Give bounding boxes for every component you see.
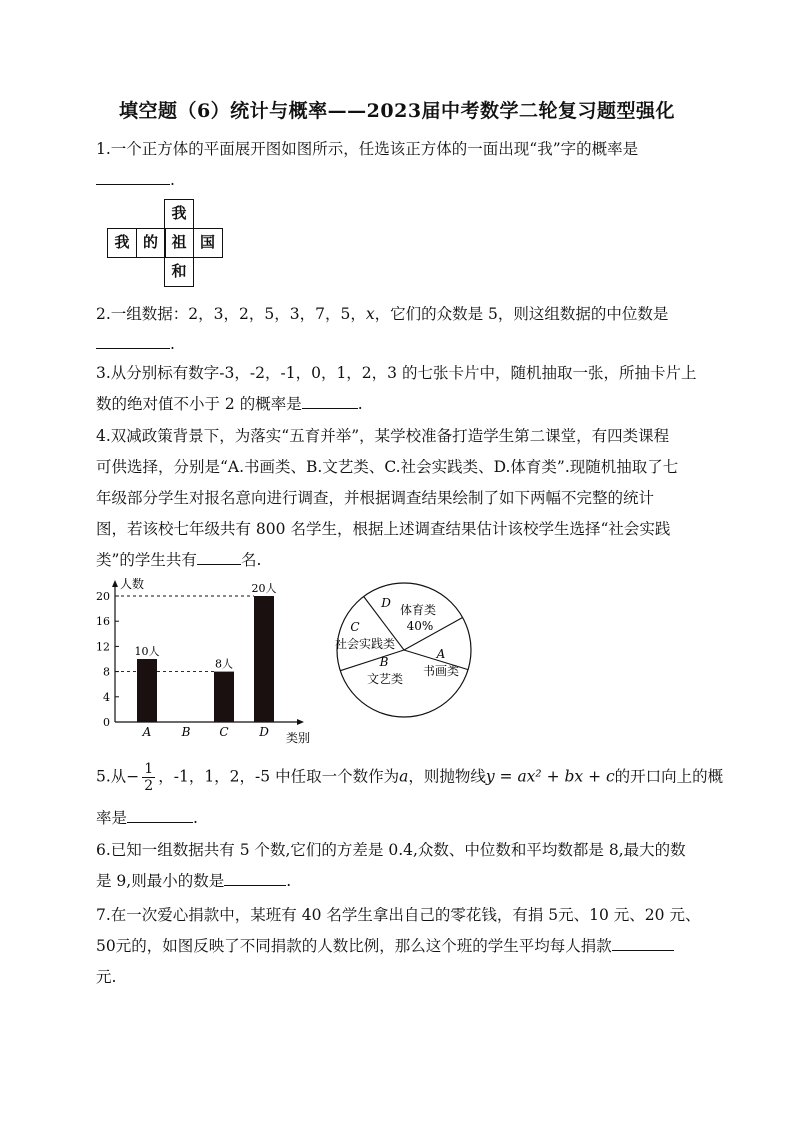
net-cell: 祖	[164, 228, 194, 258]
x-tick-label: D	[259, 725, 269, 739]
period: .	[193, 809, 198, 827]
question-5-line-2-text: 率是	[96, 809, 128, 827]
x-tick-label: A	[142, 725, 152, 739]
question-6-line-2	[96, 869, 291, 891]
bar	[137, 659, 157, 722]
net-cell: 我	[164, 199, 194, 229]
variable-x: x	[365, 305, 375, 323]
question-7-line-3: 元.	[96, 968, 117, 986]
y-tick-label: 20	[96, 590, 110, 603]
answer-blank	[96, 334, 170, 349]
x-tick-label: B	[181, 725, 191, 739]
question-5-text-a: ，-1，1，2，-5 中任取一个数作为	[158, 767, 400, 786]
pie-slice-letter: A	[436, 647, 446, 661]
y-axis-arrow	[112, 580, 118, 587]
question-5-line-1	[96, 761, 723, 794]
y-axis-label: 人数	[120, 577, 145, 591]
net-cell: 我	[107, 228, 137, 258]
x-axis-arrow	[297, 719, 304, 725]
answer-blank	[224, 871, 286, 886]
question-4-line-3: 年级部分学生对报名意向进行调查，并根据调查结果绘制了如下两幅不完整的统计	[96, 489, 655, 507]
pie-slice-letter: B	[379, 655, 389, 669]
y-tick-label: 4	[103, 690, 110, 704]
question-4-line-2: 可供选择，分别是“A.书画类、B.文艺类、C.社会实践类、D.体育类”.现随机抽取了七	[96, 458, 679, 476]
answer-blank	[302, 394, 358, 409]
question-7-line-1: 7.在一次爱心捐款中，某班有 40 名学生拿出自己的零花钱，有捐 5元、10 元、20 元、	[96, 906, 701, 924]
variable-a: a	[399, 767, 409, 786]
y-tick-label: 0	[103, 716, 110, 729]
question-4-line-5-end: 名.	[240, 551, 262, 569]
question-5-line-2	[96, 806, 198, 828]
question-4-line-4: 图，若该校七年级共有 800 名学生，根据上述调查结果估计该校学生选择“社会实践	[96, 520, 671, 538]
x-tick-label: C	[219, 725, 229, 739]
question-6-line-2-text: 是 9,则最小的数是	[96, 872, 225, 890]
answer-blank	[197, 550, 241, 565]
bar-data-label: 8人	[215, 657, 233, 671]
period: .	[170, 335, 175, 353]
net-cell: 国	[193, 228, 223, 258]
fraction-numerator: 1	[144, 761, 154, 777]
pie-slice-name: 体育类	[399, 603, 437, 617]
answer-blank	[96, 170, 170, 185]
bar	[214, 672, 234, 722]
period: .	[286, 872, 292, 890]
question-4-line-5-text: 类”的学生共有	[96, 551, 197, 569]
y-tick-label: 12	[96, 640, 110, 654]
question-6-line-1: 6.已知一组数据共有 5 个数,它们的方差是 0.4,众数、中位数和平均数都是 8,最大的数	[96, 841, 686, 859]
pie-chart	[328, 574, 480, 726]
page-title: 填空题（6）统计与概率——2023届中考数学二轮复习题型强化	[118, 100, 676, 122]
bar-data-label: 10人	[134, 645, 160, 658]
minus-sign: −	[126, 767, 140, 786]
bar	[254, 596, 274, 722]
pie-slice-name: 社会实践类	[334, 637, 396, 651]
question-2-text-a: 2.一组数据：2，3，2，5，3，7，5，	[96, 305, 366, 323]
question-2-answer-line	[96, 334, 175, 353]
question-4-line-5	[96, 548, 261, 570]
question-2-text	[96, 302, 668, 324]
pie-slice-letter: D	[381, 596, 391, 610]
question-3-line-2	[96, 392, 363, 414]
question-1-answer-line	[96, 170, 175, 189]
net-cell: 和	[164, 257, 194, 287]
fraction-one-half	[142, 761, 155, 794]
question-1-text: 1.一个正方体的平面展开图如图所示，任选该正方体的一面出现“我”字的概率是	[96, 140, 639, 158]
period: .	[170, 171, 175, 189]
question-5-prefix: 5.从	[96, 767, 127, 786]
question-5-text-b: ，则抛物线	[408, 767, 486, 786]
bar-chart	[88, 574, 328, 746]
y-tick-label: 16	[96, 615, 110, 629]
question-3-line-2-text: 数的绝对值不小于 2 的概率是	[96, 395, 302, 413]
question-3-line-1: 3.从分别标有数字-3，-2，-1，0，1，2，3 的七张卡片中，随机抽取一张，所抽卡片上	[96, 364, 697, 382]
pie-slice-name: 文艺类	[366, 672, 404, 686]
pie-slice-percent: 40%	[406, 619, 434, 633]
question-7-line-2-text: 50元的，如图反映了不同捐款的人数比例，那么这个班的学生平均每人捐款	[96, 937, 612, 955]
pie-slice-letter: C	[350, 620, 360, 634]
question-5-text-c: 的开口向上的概	[614, 767, 724, 786]
x-axis-label: 类别	[286, 731, 311, 745]
answer-blank	[127, 808, 193, 823]
question-4-line-1: 4.双减政策背景下，为落实“五育并举”，某学校准备打造学生第二课堂，有四类课程	[96, 427, 670, 445]
question-7-line-2	[96, 934, 674, 956]
parabola-formula: y = ax² + bx + c	[485, 767, 615, 786]
y-tick-label: 8	[103, 665, 110, 679]
bar-data-label: 20人	[251, 582, 277, 595]
pie-slice-name: 书画类	[422, 664, 460, 678]
period: .	[357, 395, 363, 413]
answer-blank	[612, 936, 674, 951]
fraction-denominator: 2	[144, 778, 154, 794]
net-cell: 的	[136, 228, 166, 258]
question-2-text-b: ，它们的众数是 5，则这组数据的中位数是	[374, 305, 669, 323]
